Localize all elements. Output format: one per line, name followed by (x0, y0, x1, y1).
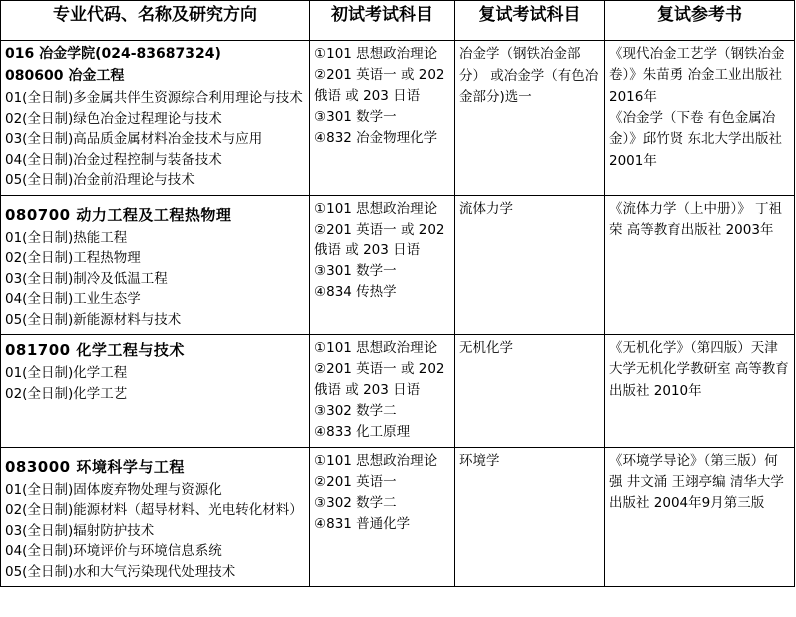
entrance-subjects-cell (310, 335, 455, 448)
research-direction: 02(全日制)化学工艺 (5, 385, 128, 402)
column-header-major: 专业代码、名称及研究方向 (1, 1, 310, 41)
book-item: 《流体力学（上中册）》 丁祖荣 高等教育出版社 2003年 (609, 200, 783, 238)
subject-item: ④833 化工原理 (314, 423, 411, 440)
research-direction: 05(全日制)冶金前沿理论与技术 (5, 172, 195, 189)
subject-item: ②201 英语一 或 202 俄语 或 203 日语 (314, 221, 445, 259)
major-name: 080700 动力工程及工程热物理 (5, 205, 232, 224)
subject-item: ①101 思想政治理论 (314, 452, 438, 469)
subject-item: ③302 数学二 (314, 494, 397, 511)
book-item: 《环境学导论》（第三版）何强 井文涌 王翊亭编 清华大学出版社 2004年9月第三版 (609, 452, 784, 512)
retest-books-cell (605, 41, 795, 196)
research-direction: 04(全日制)冶金过程控制与装备技术 (5, 151, 222, 168)
subject-item: ②201 英语一 (314, 473, 397, 490)
column-header-retest-books: 复试参考书 (605, 1, 795, 41)
research-direction: 01(全日制)多金属共伴生资源综合利用理论与技术 (5, 90, 303, 106)
retest-books-cell (605, 335, 795, 448)
major-name: 080600 冶金工程 (5, 68, 125, 84)
major-cell (1, 41, 310, 196)
table-row (1, 447, 795, 587)
research-direction: 02(全日制)绿色冶金过程理论与技术 (5, 110, 222, 127)
research-direction: 02(全日制)工程热物理 (5, 250, 141, 267)
research-direction: 01(全日制)热能工程 (5, 229, 128, 246)
book-item: 《无机化学》（第四版）天津大学无机化学教研室 高等教育出版社 2010年 (609, 340, 789, 399)
book-item: 《现代冶金工艺学（钢铁冶金卷）》朱苗勇 冶金工业出版社 2016年 (609, 46, 785, 105)
retest-books-cell (605, 447, 795, 587)
column-header-retest-subjects: 复试考试科目 (455, 1, 605, 41)
entrance-subjects-cell (310, 447, 455, 587)
retest-subject-cell: 环境学 (455, 447, 605, 587)
research-direction: 01(全日制)化学工程 (5, 365, 128, 382)
table-body (1, 41, 795, 587)
column-header-entrance-subjects: 初试考试科目 (310, 1, 455, 41)
college-name: 016 冶金学院(024-83687324) (5, 46, 221, 62)
research-direction: 04(全日制)环境评价与环境信息系统 (5, 543, 222, 560)
research-direction: 05(全日制)新能源材料与技术 (5, 311, 182, 328)
major-name: 083000 环境科学与工程 (5, 457, 185, 476)
major-cell (1, 447, 310, 587)
major-cell (1, 195, 310, 335)
subject-item: ③301 数学一 (314, 108, 397, 125)
subject-item: ②201 英语一 或 202 俄语 或 203 日语 (314, 66, 445, 104)
research-direction: 03(全日制)制冷及低温工程 (5, 270, 168, 287)
table-row (1, 195, 795, 335)
entrance-subjects-cell (310, 41, 455, 196)
research-direction: 03(全日制)辐射防护技术 (5, 522, 155, 539)
research-direction: 05(全日制)水和大气污染现代处理技术 (5, 563, 236, 580)
table-row (1, 41, 795, 196)
subject-item: ②201 英语一 或 202 俄语 或 203 日语 (314, 361, 445, 398)
subject-item: ③301 数学一 (314, 263, 397, 280)
research-direction: 01(全日制)固体废弃物处理与资源化 (5, 481, 222, 498)
research-direction: 04(全日制)工业生态学 (5, 291, 141, 308)
subject-item: ④831 普通化学 (314, 515, 411, 532)
major-name: 081700 化学工程与技术 (5, 341, 185, 360)
retest-subject-cell: 无机化学 (455, 335, 605, 448)
book-item: 《冶金学（下卷 有色金属冶金）》邱竹贤 东北大学出版社 2001年 (609, 109, 783, 169)
research-direction: 02(全日制)能源材料（超导材料、光电转化材料） (5, 502, 303, 519)
retest-subject-cell: 流体力学 (455, 195, 605, 335)
research-direction: 03(全日制)高品质金属材料冶金技术与应用 (5, 131, 263, 148)
retest-subject-cell: 冶金学（钢铁冶金部分） 或冶金学（有色冶金部分)选一 (455, 41, 605, 196)
table-row (1, 335, 795, 448)
subject-item: ④834 传热学 (314, 284, 397, 301)
retest-books-cell (605, 195, 795, 335)
subject-item: ③302 数学二 (314, 402, 397, 419)
subject-item: ①101 思想政治理论 (314, 200, 438, 217)
major-cell (1, 335, 310, 448)
subject-item: ④832 冶金物理化学 (314, 129, 438, 146)
subject-item: ①101 思想政治理论 (314, 340, 438, 357)
table-header-row (1, 1, 795, 41)
entrance-subjects-cell (310, 195, 455, 335)
subject-item: ①101 思想政治理论 (314, 46, 438, 62)
table-header (1, 1, 795, 41)
